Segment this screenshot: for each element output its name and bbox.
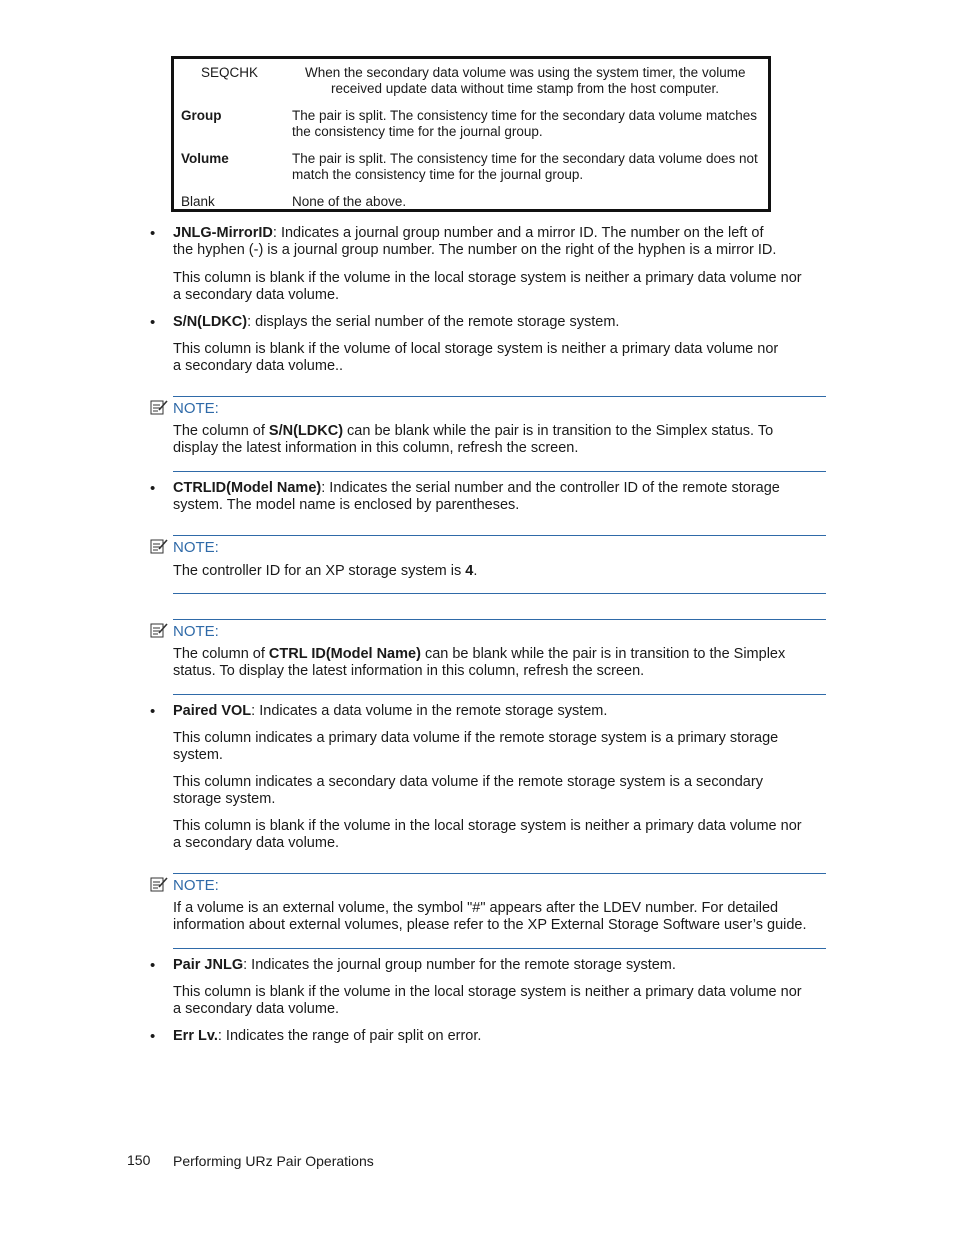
- note-text-part: The controller ID for an XP storage system is: [173, 563, 466, 579]
- bullet: •: [150, 225, 156, 242]
- term: Paired VOL: [173, 703, 252, 719]
- note-rule-bottom: [173, 948, 826, 949]
- sn-ldkc-detail: [173, 341, 833, 375]
- paired-vol-detail-2: [173, 774, 833, 808]
- err-lv-item: [173, 1028, 833, 1045]
- note-text-part: can be blank while the pair is in transition to the Simplex: [420, 646, 786, 662]
- note-rule-top: [173, 396, 826, 397]
- note-text-part: .: [473, 563, 478, 579]
- table-desc-volume-line1: The pair is split. The consistency time for the secondary data volume does not: [292, 151, 758, 166]
- note-text-part: If a volume is an external volume, the symbol "#" appears after the LDEV number. For detailed: [173, 900, 779, 916]
- paragraph-line: This column is blank if the volume of local storage system is neither a primary data volume nor: [173, 341, 779, 357]
- note-text-part: The column of: [173, 646, 269, 662]
- note-text-part: status. To display the latest information in this column, refresh the screen.: [173, 663, 645, 679]
- sn-ldkc-item: [173, 314, 833, 331]
- pair-jnlg-detail: [173, 984, 833, 1018]
- note-text-part: The column of: [173, 423, 269, 439]
- paired-vol-item: [173, 703, 833, 720]
- table-term-volume: Volume: [181, 151, 229, 166]
- note-label: NOTE:: [173, 400, 219, 417]
- note-text-part: information about external volumes, please refer to the XP External Storage Software user’s guide.: [173, 917, 807, 933]
- bullet: •: [150, 480, 156, 497]
- table-term-seqchk: SEQCHK: [201, 65, 259, 80]
- table-term-group: Group: [181, 108, 222, 123]
- note-icon: [150, 538, 168, 554]
- note-text: [173, 646, 833, 680]
- table-desc-group-line2: the consistency time for the journal group.: [292, 124, 543, 139]
- paired-vol-detail-1: [173, 730, 833, 764]
- paragraph-line: a secondary data volume.: [173, 835, 340, 851]
- paragraph-line: This column is blank if the volume in the local storage system is neither a primary data volume nor: [173, 270, 802, 286]
- note-rule-top: [173, 535, 826, 536]
- table-desc-blank: None of the above.: [292, 194, 407, 209]
- jnlg-mirrorid-detail: [173, 270, 833, 304]
- note-text-part: display the latest information in this column, refresh the screen.: [173, 440, 579, 456]
- paragraph-line: This column is blank if the volume in the local storage system is neither a primary data volume nor: [173, 818, 802, 834]
- note-rule-bottom: [173, 593, 826, 594]
- bullet: •: [150, 314, 156, 331]
- note-text-bold: 4: [465, 563, 474, 579]
- table-term-blank: Blank: [181, 194, 215, 209]
- item-text: : Indicates the serial number and the controller ID of the remote storage: [321, 480, 780, 496]
- note-rule-bottom: [173, 694, 826, 695]
- status-table: [171, 56, 771, 212]
- paragraph-line: a secondary data volume.: [173, 1001, 340, 1017]
- note-label: NOTE:: [173, 539, 219, 556]
- pair-jnlg-item: [173, 957, 833, 974]
- footer-title: Performing URz Pair Operations: [173, 1153, 374, 1169]
- item-text: system. The model name is enclosed by parentheses.: [173, 497, 520, 513]
- paragraph-line: a secondary data volume..: [173, 358, 344, 374]
- item-text: : Indicates the journal group number for the remote storage system.: [243, 957, 676, 973]
- term: S/N(LDKC): [173, 314, 248, 330]
- note-rule-top: [173, 619, 826, 620]
- paragraph-line: This column is blank if the volume in the local storage system is neither a primary data volume nor: [173, 984, 802, 1000]
- note-text-bold: CTRL ID(Model Name): [268, 646, 421, 662]
- paired-vol-detail-3: [173, 818, 833, 852]
- item-text: : Indicates a journal group number and a mirror ID. The number on the left of: [272, 225, 764, 241]
- item-text: : displays the serial number of the remote storage system.: [247, 314, 620, 330]
- note-icon: [150, 399, 168, 415]
- jnlg-mirrorid-item: [173, 225, 833, 259]
- ctrlid-item: [173, 480, 833, 514]
- bullet: •: [150, 1028, 156, 1045]
- note-label: NOTE:: [173, 623, 219, 640]
- bullet: •: [150, 703, 156, 720]
- note-text: [173, 900, 833, 934]
- note-icon: [150, 876, 168, 892]
- note-rule-top: [173, 873, 826, 874]
- term: Pair JNLG: [173, 957, 244, 973]
- paragraph-line: a secondary data volume.: [173, 287, 340, 303]
- note-text: [173, 423, 833, 457]
- note-text-bold: S/N(LDKC): [268, 423, 344, 439]
- item-text: : Indicates a data volume in the remote storage system.: [251, 703, 608, 719]
- table-desc-seqchk-line2: received update data without time stamp from the host computer.: [331, 81, 719, 96]
- term: CTRLID(Model Name): [173, 480, 322, 496]
- note-icon: [150, 622, 168, 638]
- paragraph-line: system.: [173, 747, 223, 763]
- note-label: NOTE:: [173, 877, 219, 894]
- paragraph-line: storage system.: [173, 791, 276, 807]
- note-text: [173, 563, 833, 580]
- table-desc-seqchk-line1: When the secondary data volume was using the system timer, the volume: [305, 65, 746, 80]
- term: Err Lv.: [173, 1028, 218, 1044]
- note-text-part: can be blank while the pair is in transition to the Simplex status. To: [343, 423, 774, 439]
- item-text: the hyphen (-) is a journal group number. The number on the right of the hyphen is a mirror ID.: [173, 242, 777, 258]
- paragraph-line: This column indicates a secondary data volume if the remote storage system is a secondary: [173, 774, 763, 790]
- item-text: : Indicates the range of pair split on error.: [217, 1028, 482, 1044]
- note-rule-bottom: [173, 471, 826, 472]
- table-desc-group-line1: The pair is split. The consistency time for the secondary data volume matches: [292, 108, 757, 123]
- bullet: •: [150, 957, 156, 974]
- paragraph-line: This column indicates a primary data volume if the remote storage system is a primary storage: [173, 730, 779, 746]
- table-desc-volume-line2: match the consistency time for the journal group.: [292, 167, 584, 182]
- term: JNLG-MirrorID: [173, 225, 273, 241]
- page-number: 150: [127, 1152, 151, 1168]
